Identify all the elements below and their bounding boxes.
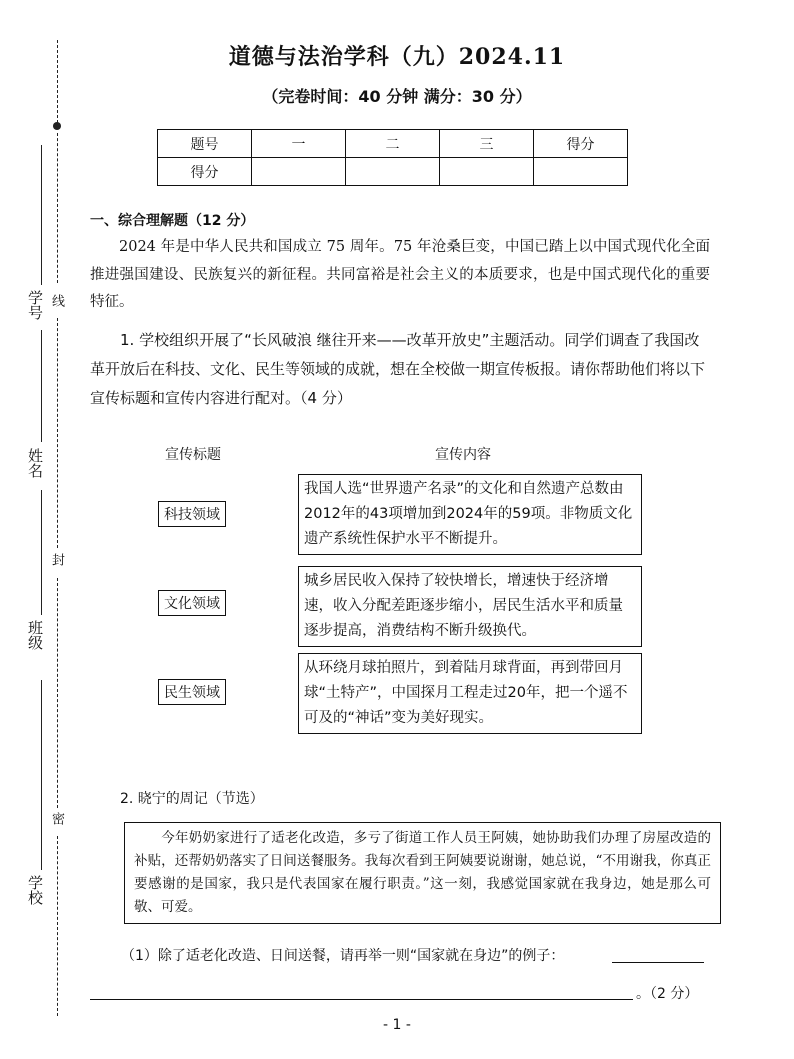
- sub-question-1: （1）除了适老化改造、日间送餐，请再举一则“国家就在身边”的例子：: [121, 948, 565, 964]
- school-blank[interactable]: [41, 680, 42, 870]
- match-left-header: 宣传标题: [165, 447, 221, 463]
- diary-excerpt: [124, 822, 721, 924]
- page-number: - 1 -: [383, 1017, 411, 1033]
- title-tag[interactable]: 民生领域: [158, 679, 226, 705]
- table-cell: 题号: [158, 130, 252, 158]
- table-cell: 一: [252, 130, 346, 158]
- exam-info: （完卷时间：40 分钟 满分：30 分）: [262, 87, 532, 106]
- diary-text: 今年奶奶家进行了适老化改造，多亏了街道工作人员王阿姨，她协助我们办理了房屋改造的补贴，还帮奶奶落实了日间送餐服务。我每次看到王阿姨要说谢谢，她总说，“不用谢我，你真正要感谢的是国家，我只是代表国家在履行职责。”这一刻，我感觉国家就在我身边，她是那么可敬、可爱。: [134, 830, 711, 915]
- intro-paragraph: [90, 234, 710, 317]
- table-row: [158, 130, 628, 158]
- table-cell: 得分: [158, 158, 252, 186]
- binding-line: [57, 318, 58, 548]
- question-1-text: 1. 学校组织开展了“长风破浪 继往开来——改革开放史”主题活动。同学们调查了我国改革开放后在科技、文化、民生等领域的成就，想在全校做一期宣传板报。请你帮助他们将以下宣传标题和宣传内容进行配对。（4 分）: [90, 331, 706, 407]
- content-box[interactable]: 城乡居民收入保持了较快增长，增速快于经济增速，收入分配差距逐步缩小，居民生活水平和质量逐步提高，消费结构不断升级换代。: [298, 566, 642, 647]
- student-id-label: 学号: [26, 290, 44, 320]
- seal-char-mi: 密: [49, 812, 64, 825]
- name-blank[interactable]: [41, 330, 42, 442]
- answer-line[interactable]: [90, 999, 633, 1000]
- score-cell[interactable]: [252, 158, 346, 186]
- seal-char-xian: 线: [49, 294, 64, 307]
- page-title: 道德与法治学科（九）2024.11: [228, 44, 566, 70]
- table-cell: 二: [346, 130, 440, 158]
- table-cell: 三: [440, 130, 534, 158]
- question-2-title: 2. 晓宁的周记（节选）: [120, 791, 264, 807]
- content-box[interactable]: 从环绕月球拍照片，到着陆月球背面，再到带回月球“土特产”，中国探月工程走过20年，把一个遥不可及的“神话”变为美好现实。: [298, 653, 642, 734]
- match-right-header: 宣传内容: [435, 447, 491, 463]
- binding-line: [57, 133, 58, 283]
- student-id-blank[interactable]: [41, 145, 42, 285]
- answer-line[interactable]: [612, 962, 704, 963]
- table-cell: 得分: [534, 130, 628, 158]
- intro-text: 2024 年是中华人民共和国成立 75 周年。75 年沧桑巨变，中国已踏上以中国式现代化全面推进强国建设、民族复兴的新征程。共同富裕是社会主义的本质要求，也是中国式现代化的重要特征。: [90, 239, 710, 310]
- section-title: 一、综合理解题（12 分）: [90, 213, 255, 229]
- class-blank[interactable]: [41, 490, 42, 615]
- title-tag[interactable]: 文化领域: [158, 590, 226, 616]
- binding-line: [57, 836, 58, 1016]
- table-row: [158, 158, 628, 186]
- school-label: 学校: [26, 875, 44, 905]
- points-label: 。（2 分）: [636, 986, 699, 1002]
- score-table: [157, 129, 628, 186]
- score-cell[interactable]: [440, 158, 534, 186]
- binding-dot: [53, 122, 61, 130]
- binding-line: [57, 578, 58, 808]
- score-cell[interactable]: [346, 158, 440, 186]
- seal-char-feng: 封: [49, 553, 64, 566]
- score-cell[interactable]: [534, 158, 628, 186]
- title-tag[interactable]: 科技领域: [158, 501, 226, 527]
- name-label: 姓名: [26, 448, 44, 478]
- content-box[interactable]: 我国人选“世界遗产名录”的文化和自然遗产总数由2012年的43项增加到2024年的59项。非物质文化遗产系统性保护水平不断提升。: [298, 474, 642, 555]
- question-1: [90, 326, 712, 413]
- class-label: 班级: [26, 620, 44, 650]
